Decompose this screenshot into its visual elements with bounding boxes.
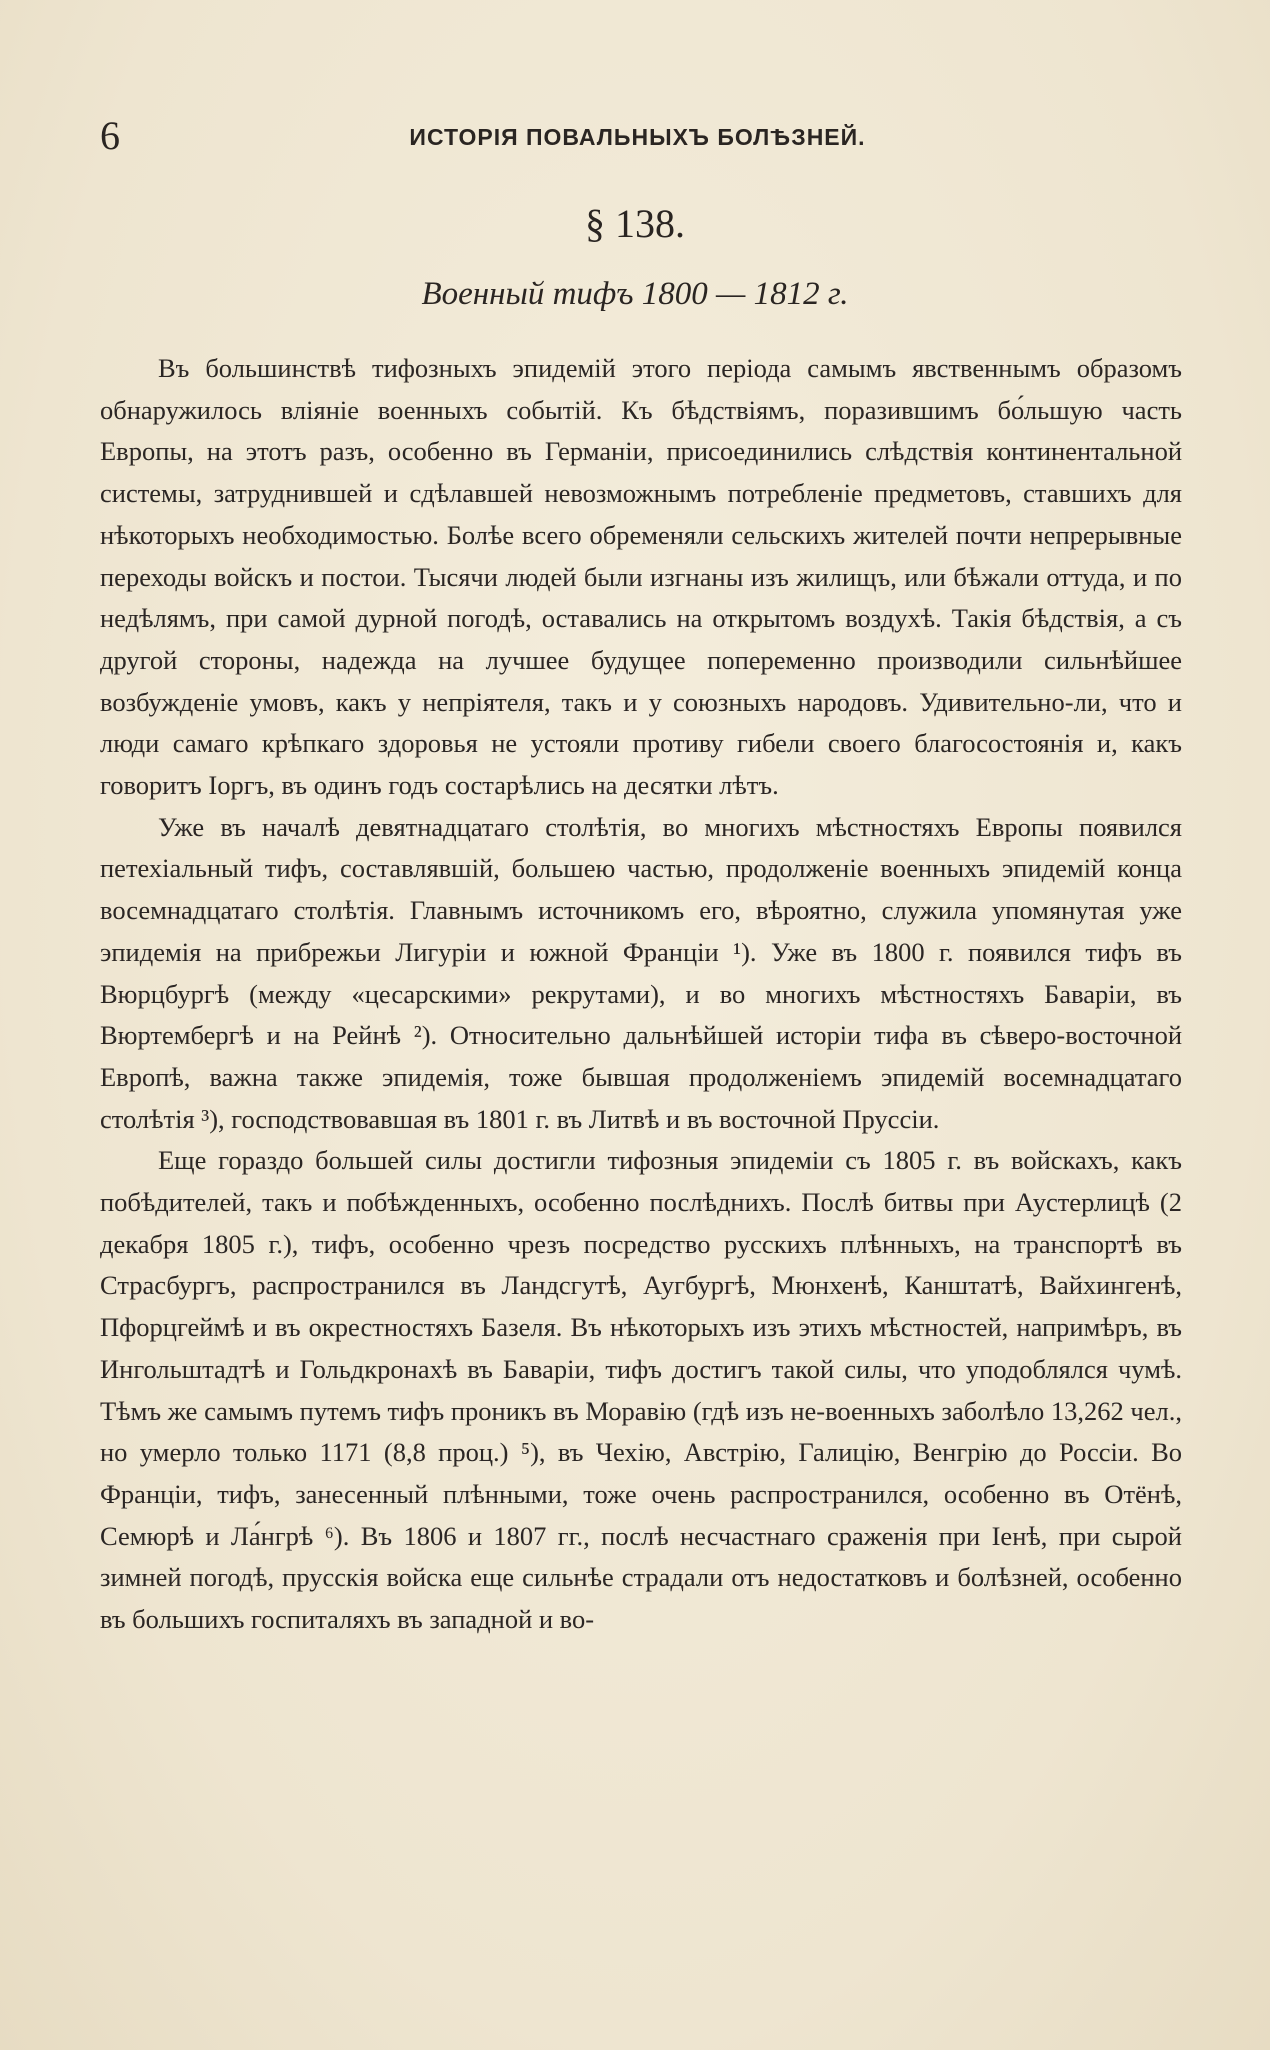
section-number: § 138.	[585, 201, 685, 246]
section-title: Военный тифъ 1800 — 1812 г.	[421, 276, 849, 312]
paragraph: Въ большинствѣ тифозныхъ эпидемій этого періода самымъ явственнымъ образомъ обнаружилось вліяніе военныхъ событій. Къ бѣдствіямъ, поразившимъ бо́льшую часть Европы, на этотъ разъ, особенно въ Германіи, присоединились слѣдствія континентальной системы, затруднившей и сдѣлавшей невозможнымъ потребленіе предметовъ, ставшихъ для нѣкоторыхъ необходимостью. Болѣе всего обременяли сельскихъ жителей почти непрерывные переходы войскъ и постои. Тысячи людей были изгнаны изъ жилищъ, или бѣжали оттуда, и по недѣлямъ, при самой дурной погодѣ, оставались на открытомъ воздухѣ. Такія бѣдствія, а съ другой стороны, надежда на лучшее будущее попеременно производили сильнѣйшее возбужденіе умовъ, какъ у непріятеля, такъ и у союзныхъ народовъ. Удивительно-ли, что и люди самаго крѣпкаго здоровья не устояли противу гибели своего благосостоянія и, какъ говоритъ Іоргъ, въ одинъ годъ состарѣлись на десятки лѣтъ.	[100, 353, 1182, 801]
page-number: 6	[100, 113, 120, 158]
body-text	[100, 348, 1182, 1641]
paragraph: Уже въ началѣ девятнадцатаго столѣтія, во многихъ мѣстностяхъ Европы появился петехіальный тифъ, составлявшій, большею частью, продолженіе военныхъ эпидемій конца восемнадцатаго столѣтія. Главнымъ источникомъ его, вѣроятно, служила упомянутая уже эпидемія на прибрежьи Лигуріи и южной Франціи ¹). Уже въ 1800 г. появился тифъ въ Вюрцбургѣ (между «цесарскими» рекрутами), и во многихъ мѣстностяхъ Баваріи, въ Вюртембергѣ и на Рейнѣ ²). Относительно дальнѣйшей исторіи тифа въ сѣверо-восточной Европѣ, важна также эпидемія, тоже бывшая продолженіемъ эпидемій восемнадцатаго столѣтія ³), господствовавшая въ 1801 г. въ Литвѣ и въ восточной Пруссіи.	[100, 811, 1182, 1134]
running-head: ИСТОРІЯ ПОВАЛЬНЫХЪ БОЛѢЗНЕЙ.	[409, 124, 866, 150]
page-header	[100, 112, 1175, 162]
paragraph: Еще гораздо большей силы достигли тифозныя эпидеміи съ 1805 г. въ войскахъ, какъ побѣдителей, такъ и побѣжденныхъ, особенно послѣднихъ. Послѣ битвы при Аустерлицѣ (2 декабря 1805 г.), тифъ, особенно чрезъ посредство русскихъ плѣнныхъ, на транспортѣ въ Страсбургъ, распространился въ Ландсгутѣ, Аугбургѣ, Мюнхенѣ, Канштатѣ, Вайхингенѣ, Пфорцгеймѣ и въ окрестностяхъ Базеля. Въ нѣкоторыхъ изъ этихъ мѣстностей, напримѣръ, въ Ингольштадтѣ и Гольдкронахѣ въ Баваріи, тифъ достигъ такой силы, что уподоблялся чумѣ. Тѣмъ же самымъ путемъ тифъ проникъ въ Моравію (гдѣ изъ не-военныхъ заболѣло 13,262 чел., но умерло только 1171 (8,8 проц.) ⁵), въ Чехію, Австрію, Галицію, Венгрію до Россіи. Во Франціи, тифъ, занесенный плѣнными, тоже очень распространился, особенно въ Отёнѣ, Семюрѣ и Ла́нгрѣ ⁶). Въ 1806 и 1807 гг., послѣ несчастнаго сраженія при Іенѣ, при сырой зимней погодѣ, прусскія войска еще сильнѣе страдали отъ недостатковъ и болѣзней, особенно въ большихъ госпиталяхъ въ западной и во-	[100, 1145, 1182, 1635]
